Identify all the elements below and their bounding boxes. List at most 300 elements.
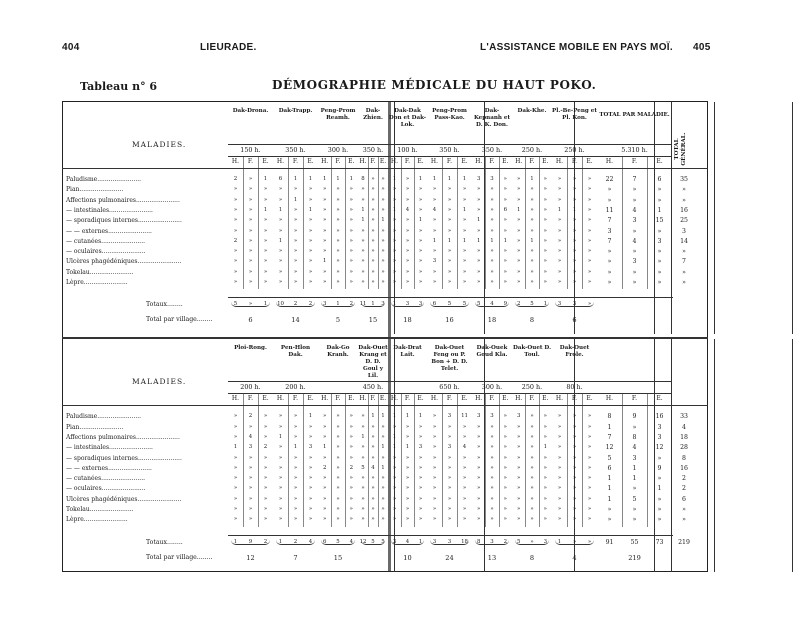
hfe-header: F. xyxy=(370,158,376,165)
group-name: Dak-Ouet D. Toul. xyxy=(512,345,552,359)
table-cell: 3 xyxy=(632,258,637,266)
table-cell: » xyxy=(233,413,238,420)
group-name: Dak-Drat Lait. xyxy=(393,345,422,359)
hfe-header: H. xyxy=(390,158,399,165)
table-cell: » xyxy=(381,248,385,255)
table-cell: » xyxy=(323,423,327,430)
table-cell: » xyxy=(323,485,327,492)
disease-label: Ulcères phagédéniques....................... xyxy=(66,495,182,503)
table-cell: » xyxy=(607,186,612,194)
table-cell: » xyxy=(530,206,534,213)
table-cell: » xyxy=(557,237,562,244)
group-name: Dak-Go Kranh. xyxy=(326,345,350,359)
table-cell: 1 xyxy=(530,176,534,182)
table-cell: » xyxy=(323,196,327,203)
table-cell: » xyxy=(308,248,313,255)
table-cell: » xyxy=(263,217,268,224)
hfe-header: F. xyxy=(292,395,299,403)
table-cell: » xyxy=(349,413,353,420)
table-cell: » xyxy=(572,413,577,420)
table-cell: 1 xyxy=(516,206,521,213)
table-cell: » xyxy=(557,176,562,182)
table-cell: 1 xyxy=(336,176,340,182)
table-cell: » xyxy=(557,423,562,430)
table-cell: » xyxy=(557,217,562,224)
table-cell: » xyxy=(572,433,577,440)
totaux-rule xyxy=(228,297,673,298)
table-cell: » xyxy=(587,248,592,255)
table-cell: » xyxy=(293,516,298,523)
table-cell: » xyxy=(517,506,521,512)
table-cell: » xyxy=(405,464,410,471)
table-cell: » xyxy=(587,176,592,182)
hfe-header: H. xyxy=(555,395,564,403)
table-cell: » xyxy=(503,433,507,440)
table-cell: » xyxy=(477,454,481,461)
table-cell: » xyxy=(517,268,521,275)
table-cell: » xyxy=(530,454,534,461)
table-cell: » xyxy=(418,454,423,461)
group-name: Peng-Prom Pass-Kao. xyxy=(432,108,467,121)
table-cell: » xyxy=(278,248,283,255)
village-total: 4 xyxy=(572,553,577,562)
table-cell: 1 xyxy=(405,413,410,420)
table-cell: » xyxy=(477,423,481,430)
hfe-header: H. xyxy=(475,395,483,403)
table-cell: 4 xyxy=(632,206,637,214)
table-cell: » xyxy=(381,176,385,182)
table-cell: » xyxy=(557,248,562,255)
table-cell: » xyxy=(336,237,340,244)
group-divider xyxy=(792,339,793,571)
table-cell: » xyxy=(587,268,592,275)
table-cell: » xyxy=(572,475,577,482)
table-cell: » xyxy=(361,475,365,482)
table-cell: » xyxy=(572,516,577,523)
table-cell: » xyxy=(503,227,507,234)
table-cell: » xyxy=(572,423,577,430)
table-cell: » xyxy=(587,495,592,502)
totaux-cell: 5 xyxy=(447,301,452,308)
table-cell: » xyxy=(349,217,353,224)
table-cell: » xyxy=(233,268,238,275)
table-cell: » xyxy=(293,454,298,461)
table-cell: » xyxy=(657,227,662,235)
totaux-cell: 1 xyxy=(278,538,283,545)
table-cell: » xyxy=(336,444,340,451)
hfe-rule xyxy=(62,168,708,169)
table-cell: » xyxy=(293,433,298,440)
table-cell: » xyxy=(278,516,283,523)
disease-label: Affections pulmonaires....................... xyxy=(66,433,180,441)
table-cell: » xyxy=(371,444,375,451)
table-cell: » xyxy=(323,248,327,255)
table-cell: 35 xyxy=(680,176,688,183)
table-cell: » xyxy=(503,186,507,193)
table-cell: » xyxy=(323,495,327,502)
table-cell: 1 xyxy=(361,433,365,440)
table-cell: » xyxy=(543,516,547,523)
table-cell: » xyxy=(349,485,353,492)
table-cell: » xyxy=(447,206,452,213)
table-cell: » xyxy=(418,516,423,523)
table-cell: 11 xyxy=(461,413,468,420)
group-name: Dak-Ouet Frole. xyxy=(559,345,590,359)
hfe-header: F. xyxy=(335,395,341,403)
village-total: 12 xyxy=(246,553,255,562)
table-cell: » xyxy=(503,413,507,420)
table-cell: » xyxy=(278,475,283,482)
table-cell: » xyxy=(517,176,521,182)
table-cell: » xyxy=(405,258,410,265)
table-cell: » xyxy=(263,186,268,193)
table-cell: » xyxy=(278,279,283,285)
table-cell: » xyxy=(530,464,534,471)
table-cell: » xyxy=(392,485,397,492)
totaux-cell: 1 xyxy=(233,538,238,545)
table-cell: » xyxy=(308,454,313,461)
table-cell: 7 xyxy=(682,258,686,266)
table-cell: » xyxy=(572,196,577,203)
table-cell: 1 xyxy=(607,495,612,503)
hfe-header: H. xyxy=(359,158,367,165)
table-cell: » xyxy=(447,454,452,461)
disease-label: Tokelau....................... xyxy=(66,506,134,513)
table-cell: » xyxy=(278,413,283,420)
table-cell: » xyxy=(263,258,268,265)
table-cell: » xyxy=(405,248,410,255)
disease-label: Pian....................... xyxy=(66,423,124,431)
table-cell: » xyxy=(381,186,385,193)
hfe-header: H. xyxy=(605,158,614,165)
table-cell: » xyxy=(381,196,385,203)
table-cell: » xyxy=(517,237,521,244)
village-total: 8 xyxy=(529,553,535,562)
table-cell: » xyxy=(308,464,313,471)
table-cell: » xyxy=(632,227,637,235)
table-cell: » xyxy=(447,196,452,203)
table-cell: » xyxy=(418,485,423,492)
table-cell: » xyxy=(477,206,481,213)
group-population: 200 h. xyxy=(285,383,306,392)
table-cell: » xyxy=(462,227,467,234)
totaux-label: Totaux........ xyxy=(146,301,183,309)
table-cell: » xyxy=(572,186,577,193)
table-cell: » xyxy=(490,268,494,275)
table-cell: 7 xyxy=(607,217,612,225)
group-population: 250 h. xyxy=(564,146,585,154)
table-cell: » xyxy=(490,495,494,502)
table-cell: » xyxy=(587,454,592,461)
table-cell: » xyxy=(657,506,662,513)
table-cell: » xyxy=(361,227,365,234)
total-general-label: TOTAL GÉNÉRAL. xyxy=(674,132,687,166)
table-cell: » xyxy=(381,433,385,440)
table-cell: » xyxy=(371,268,375,275)
totaux-cell: 11 xyxy=(359,301,367,308)
table-cell: » xyxy=(336,485,340,492)
table-cell: » xyxy=(336,248,340,255)
table-cell: » xyxy=(632,186,637,194)
table-cell: » xyxy=(233,186,238,193)
table-cell: » xyxy=(657,475,662,483)
table-cell: » xyxy=(587,279,592,285)
totaux-cell: 4 xyxy=(349,538,354,545)
table-cell: » xyxy=(418,227,423,234)
table-cell: » xyxy=(657,454,662,462)
table-cell: » xyxy=(248,248,253,255)
table-cell: » xyxy=(477,258,481,265)
hfe-header: H. xyxy=(359,395,367,403)
table-cell: » xyxy=(336,475,340,482)
table-cell: » xyxy=(233,516,238,523)
table-cell: 2 xyxy=(248,413,253,420)
group-name: Pl.-Be-Peng et Pl. Kon. xyxy=(552,108,597,121)
table-cell: » xyxy=(293,495,298,502)
table-cell: » xyxy=(392,423,397,430)
table-cell: » xyxy=(432,423,437,430)
table-cell: » xyxy=(432,186,437,193)
table-cell: » xyxy=(248,227,253,234)
group-name: Dak-Ouek Goud Kla. xyxy=(476,345,508,359)
table-cell: » xyxy=(557,454,562,461)
table-cell: » xyxy=(392,227,397,234)
table-cell: » xyxy=(432,413,437,420)
table-cell: » xyxy=(349,506,353,512)
table-cell: 7 xyxy=(607,433,612,441)
table-cell: » xyxy=(503,464,507,471)
disease-label: — cutanées....................... xyxy=(66,237,146,245)
table-cell: » xyxy=(323,186,327,193)
table-cell: » xyxy=(572,485,577,492)
table-cell: » xyxy=(632,516,637,524)
totaux-cell: 2 xyxy=(293,301,298,308)
table-cell: 7 xyxy=(607,237,612,245)
table-cell: » xyxy=(490,516,494,523)
table-cell: » xyxy=(263,279,268,285)
table-cell: 2 xyxy=(233,176,238,182)
table-cell: » xyxy=(418,433,423,440)
table-cell: » xyxy=(462,268,467,275)
hfe-header: F. xyxy=(247,395,254,403)
totaux-cell: 5 xyxy=(516,538,521,545)
table-cell: » xyxy=(503,196,507,203)
table-cell: » xyxy=(418,258,423,265)
table-cell: » xyxy=(278,485,283,492)
table-cell: » xyxy=(543,485,547,492)
table-cell: 1 xyxy=(418,413,423,420)
hfe-header: F. xyxy=(489,158,495,165)
table-cell: 1 xyxy=(381,413,385,420)
hfe-header: F. xyxy=(529,158,535,165)
table-cell: 1 xyxy=(361,217,365,224)
table-cell: » xyxy=(447,506,452,512)
table-cell: » xyxy=(543,413,547,420)
table-cell: » xyxy=(293,464,298,471)
header-rule xyxy=(228,144,671,145)
totaux-cell: 5 xyxy=(336,538,340,545)
table-cell: » xyxy=(447,485,452,492)
table-cell: 1 xyxy=(349,176,354,182)
table-cell: » xyxy=(293,186,298,193)
table-cell: » xyxy=(336,464,340,471)
table-cell: » xyxy=(308,279,313,285)
totaux-cell: 10 xyxy=(277,301,284,308)
table-cell: » xyxy=(543,227,547,234)
table-cell: » xyxy=(371,186,375,193)
totaux-cell: 18 xyxy=(461,538,468,545)
village-total: 13 xyxy=(487,553,497,562)
table-cell: » xyxy=(503,454,507,461)
hfe-header: F. xyxy=(247,158,254,165)
table-cell: » xyxy=(278,196,283,203)
table-cell: » xyxy=(490,248,494,255)
table-cell: » xyxy=(278,268,283,275)
group-name: Dak-Ouet Feng ou P. Bon + D. D. Telet. xyxy=(431,345,468,373)
table-cell: » xyxy=(336,516,340,523)
table-cell: » xyxy=(682,196,686,204)
table-cell: » xyxy=(323,433,327,440)
table-cell: » xyxy=(248,279,253,285)
table-cell: 5 xyxy=(361,464,365,471)
table-cell: » xyxy=(432,464,437,471)
table-cell: » xyxy=(447,433,452,440)
group-name: Dak-Zhien. xyxy=(363,108,383,121)
totaux-cell: 1 xyxy=(557,538,562,545)
table-cell: 3 xyxy=(682,227,686,235)
table-cell: » xyxy=(517,217,521,224)
hfe-header: H. xyxy=(515,158,523,165)
subcolumn-divider xyxy=(622,393,623,526)
table-cell: » xyxy=(263,454,268,461)
table-cell: » xyxy=(432,485,437,492)
table-cell: » xyxy=(361,495,365,502)
table-cell: » xyxy=(572,279,577,285)
table-cell: » xyxy=(517,196,521,203)
table-cell: » xyxy=(248,176,253,182)
totaux-cell: 4 xyxy=(490,301,494,308)
group-population: 350 h. xyxy=(362,146,384,154)
table-cell: 3 xyxy=(476,176,481,182)
table-cell: » xyxy=(371,506,375,512)
village-total: 7 xyxy=(293,553,298,562)
table-cell: 4 xyxy=(405,206,410,213)
table-cell: » xyxy=(503,423,507,430)
hfe-header: E. xyxy=(656,158,663,165)
table-cell: 1 xyxy=(293,196,298,203)
table-cell: » xyxy=(447,495,452,502)
table-cell: » xyxy=(418,279,423,285)
hfe-header: H. xyxy=(430,158,439,165)
table-cell: » xyxy=(530,433,534,440)
table-cell: » xyxy=(447,423,452,430)
table-cell: » xyxy=(349,495,353,502)
group-name: Dak-Kepnanh et D. K. Don. xyxy=(473,108,511,128)
hfe-header: E. xyxy=(307,158,314,165)
table-cell: 18 xyxy=(680,433,688,441)
table-cell: 1 xyxy=(447,237,452,244)
table-cell: 1 xyxy=(392,444,397,451)
group-divider xyxy=(714,339,715,571)
table-cell: » xyxy=(543,196,547,203)
table-cell: » xyxy=(381,454,385,461)
table-cell: 16 xyxy=(655,413,664,421)
table-cell: » xyxy=(557,516,562,523)
table-cell: » xyxy=(432,196,437,203)
table-cell: » xyxy=(432,454,437,461)
maladies-label: MALADIES. xyxy=(132,140,187,149)
disease-label: Paludisme....................... xyxy=(66,176,142,183)
totaux-cell: 5 xyxy=(462,301,467,308)
table-cell: 11 xyxy=(605,206,614,214)
table-cell: » xyxy=(293,485,298,492)
table-cell: » xyxy=(278,464,283,471)
table-cell: » xyxy=(371,279,375,285)
table-cell: » xyxy=(543,237,547,244)
table-cell: » xyxy=(632,506,637,513)
table-cell: 1 xyxy=(392,206,397,213)
table-cell: » xyxy=(293,217,298,224)
table-cell: » xyxy=(233,217,238,224)
table-cell: » xyxy=(405,268,410,275)
table-cell: » xyxy=(308,516,313,523)
table-cell: » xyxy=(557,279,562,285)
table-cell: » xyxy=(517,495,521,502)
total-par-maladie-label: TOTAL PAR MALADIE. xyxy=(599,112,670,118)
table-cell: 2 xyxy=(322,464,327,471)
table-cell: 4 xyxy=(682,423,686,431)
totaux-cell: 91 xyxy=(605,538,614,546)
table-cell: » xyxy=(405,485,410,492)
right-page-number: 405 xyxy=(693,42,711,53)
table-cell: » xyxy=(447,227,452,234)
table-cell: » xyxy=(349,454,353,461)
table-cell: 2 xyxy=(682,485,686,493)
table-cell: 1 xyxy=(607,475,612,483)
table-cell: » xyxy=(392,475,397,482)
hfe-header: F. xyxy=(404,395,411,403)
table-cell: » xyxy=(462,475,467,482)
table-cell: » xyxy=(405,176,410,182)
table-cell: » xyxy=(462,454,467,461)
left-running-title: LIEURADE. xyxy=(200,42,257,53)
table-cell: » xyxy=(657,268,662,276)
table-cell: » xyxy=(557,186,562,193)
table-cell: » xyxy=(248,268,253,275)
table-cell: » xyxy=(477,485,481,492)
table-cell: » xyxy=(477,433,481,440)
table-cell: » xyxy=(517,444,521,451)
table-cell: 2 xyxy=(682,475,686,483)
table-cell: 2 xyxy=(233,237,238,244)
table-cell: » xyxy=(657,196,662,204)
table-cell: » xyxy=(405,423,410,430)
table-cell: » xyxy=(278,444,283,451)
village-total: 15 xyxy=(333,553,343,562)
table-cell: » xyxy=(418,248,423,255)
table-cell: » xyxy=(233,423,238,430)
hfe-header: E. xyxy=(502,158,509,165)
table-cell: » xyxy=(462,485,467,492)
total-population: 5.310 h. xyxy=(621,146,648,154)
table-cell: » xyxy=(349,248,353,255)
table-cell: » xyxy=(587,423,592,430)
table-cell: » xyxy=(371,258,375,265)
table-cell: » xyxy=(323,454,327,461)
table-cell: » xyxy=(361,237,365,244)
header-rule xyxy=(228,381,671,382)
table-cell: » xyxy=(233,206,238,213)
